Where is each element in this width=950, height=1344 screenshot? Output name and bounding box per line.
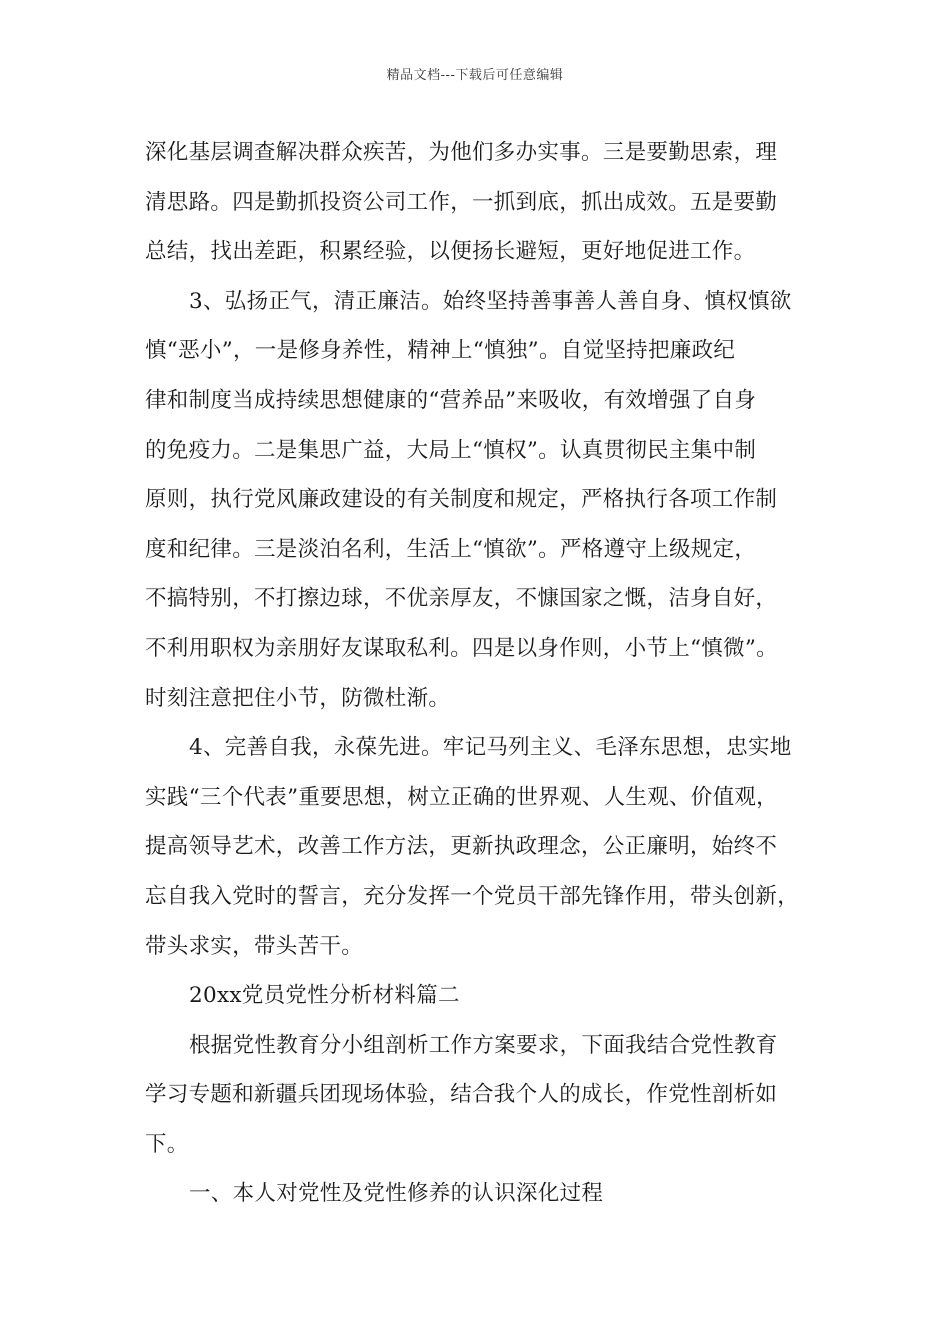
- document-body: [145, 128, 825, 1219]
- paragraph-line: 原则，执行党风廉政建设的有关制度和规定，严格执行各项工作制: [145, 487, 778, 513]
- paragraph-line: 时刻注意把住小节，防微杜渐。: [145, 685, 451, 711]
- paragraph-line: 根据党性教育分小组剖析工作方案要求，下面我结合党性教育: [189, 1032, 778, 1058]
- paragraph-line: 律和制度当成持续思想健康的“营养品”来吸收，有效增强了自身: [145, 387, 757, 413]
- paragraph-line: 清思路。四是勤抓投资公司工作，一抓到底，抓出成效。五是要勤: [145, 189, 778, 215]
- paragraph-line: 不搞特别，不打擦边球，不优亲厚友，不慷国家之慨，洁身自好，: [145, 586, 778, 612]
- paragraph-line: 慎“恶小”，一是修身养性，精神上“慎独”。自觉坚持把廉政纪: [145, 338, 736, 364]
- paragraph-line: 度和纪律。三是淡泊名利，生活上“慎欲”。严格遵守上级规定，: [145, 536, 757, 562]
- paragraph-line: 下。: [145, 1131, 189, 1157]
- paragraph-line: 忘自我入党时的誓言，充分发挥一个党员干部先锋作用，带头创新，: [145, 883, 800, 909]
- section-heading: 一、本人对党性及党性修养的认识深化过程: [189, 1181, 604, 1207]
- paragraph-line: 的免疫力。二是集思广益，大局上“慎权”。认真贯彻民主集中制: [145, 437, 757, 463]
- paragraph-line: 学习专题和新疆兵团现场体验，结合我个人的成长，作党性剖析如: [145, 1082, 778, 1108]
- paragraph-line: 总结，找出差距，积累经验，以便扬长避短，更好地促进工作。: [145, 239, 756, 265]
- paragraph-line: 深化基层调查解决群众疾苦，为他们多办实事。三是要勤思索，理: [145, 140, 778, 165]
- paragraph-line: 3、弘扬正气，清正廉洁。始终坚持善事善人善自身、慎权慎欲: [189, 288, 792, 314]
- paragraph-line: 提高领导艺术，改善工作方法，更新执政理念，公正廉明，始终不: [145, 834, 778, 860]
- page-header: 精品文档---下载后可任意编辑: [386, 68, 564, 83]
- paragraph-line: 实践“三个代表”重要思想，树立正确的世界观、人生观、价值观，: [145, 784, 778, 810]
- paragraph-line: 4、完善自我，永葆先进。牢记马列主义、毛泽东思想，忠实地: [189, 735, 792, 761]
- paragraph-line: 不利用职权为亲朋好友谋取私利。四是以身作则，小节上“慎微”。: [145, 635, 778, 661]
- paragraph-line: 带头求实，带头苦干。: [145, 933, 364, 959]
- section-heading: 20xx党员党性分析材料篇二: [189, 983, 460, 1009]
